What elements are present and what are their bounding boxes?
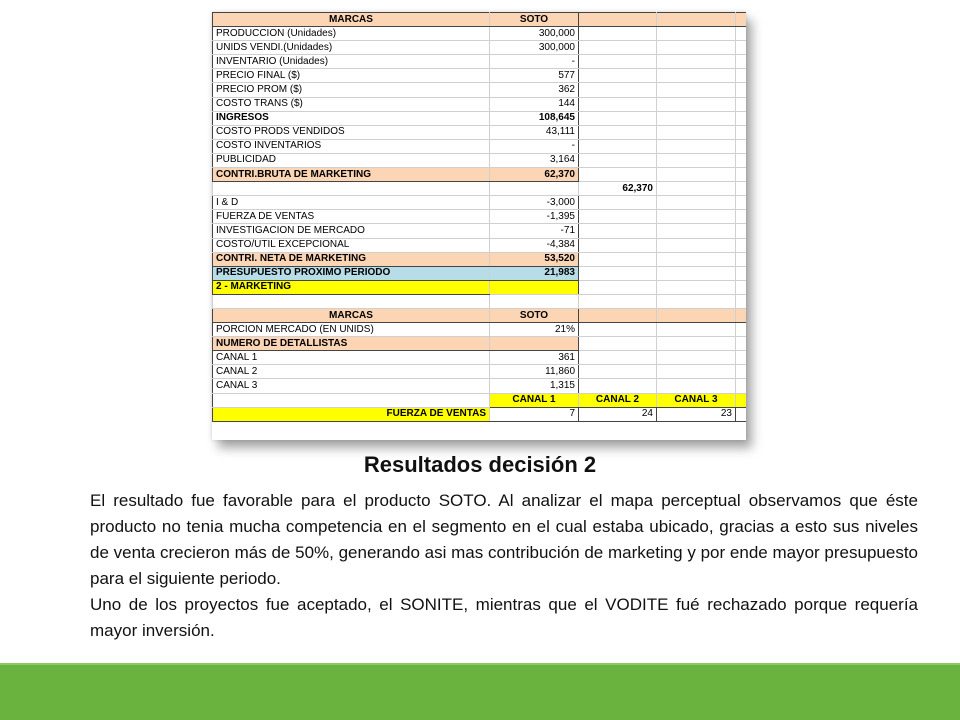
table-cell xyxy=(736,168,747,182)
table-row xyxy=(213,13,747,27)
table-cell xyxy=(736,55,747,69)
table-row xyxy=(213,252,747,266)
canal-header: CANAL 3 xyxy=(657,393,736,407)
row-label: INVENTARIO (Unidades) xyxy=(213,55,490,69)
table-cell xyxy=(657,69,736,83)
table-cell xyxy=(736,323,747,337)
table-cell xyxy=(736,252,747,266)
table-cell xyxy=(736,365,747,379)
table-row xyxy=(213,393,747,407)
table-cell xyxy=(657,266,736,280)
row-value: -71 xyxy=(490,224,579,238)
table-cell xyxy=(657,323,736,337)
row-value: -4,384 xyxy=(490,238,579,252)
table-cell xyxy=(657,351,736,365)
table-row xyxy=(213,83,747,97)
row-value: SOTO xyxy=(490,308,579,322)
table-cell xyxy=(579,351,657,365)
table-row xyxy=(213,196,747,210)
table-row xyxy=(213,379,747,393)
table-cell xyxy=(736,111,747,125)
row-label: COSTO PRODS VENDIDOS xyxy=(213,125,490,139)
row-value xyxy=(490,294,579,308)
table-cell xyxy=(579,55,657,69)
slide-body xyxy=(90,488,918,644)
table-row xyxy=(213,365,747,379)
row-label: CONTRI. NETA DE MARKETING xyxy=(213,252,490,266)
row-value: 144 xyxy=(490,97,579,111)
row-label: 2 - MARKETING xyxy=(213,280,490,294)
table-cell xyxy=(657,13,736,27)
row-value xyxy=(490,280,579,294)
row-label: PUBLICIDAD xyxy=(213,153,490,167)
row-label: MARCAS xyxy=(213,308,490,322)
table-cell xyxy=(657,125,736,139)
table-cell xyxy=(736,83,747,97)
table-row xyxy=(213,210,747,224)
table-cell xyxy=(657,97,736,111)
row-value: 21% xyxy=(490,323,579,337)
table-row xyxy=(213,55,747,69)
table-row xyxy=(213,69,747,83)
row-value: 108,645 xyxy=(490,111,579,125)
table-cell xyxy=(579,168,657,182)
table-cell xyxy=(736,337,747,351)
table-cell xyxy=(579,280,657,294)
row-value: -1,395 xyxy=(490,210,579,224)
table-cell xyxy=(657,308,736,322)
row-label: CONTRI.BRUTA DE MARKETING xyxy=(213,168,490,182)
table-row xyxy=(213,280,747,294)
row-label: I & D xyxy=(213,196,490,210)
table-cell xyxy=(657,27,736,41)
table-cell xyxy=(657,41,736,55)
table-cell xyxy=(579,224,657,238)
fuerza-value: 7 xyxy=(490,407,579,421)
table-row xyxy=(213,27,747,41)
table-cell xyxy=(579,238,657,252)
table-cell xyxy=(657,224,736,238)
table-cell xyxy=(579,337,657,351)
table-cell xyxy=(579,266,657,280)
table-cell xyxy=(579,379,657,393)
row-label: CANAL 1 xyxy=(213,351,490,365)
row-label xyxy=(213,294,490,308)
table-cell xyxy=(579,210,657,224)
row-label xyxy=(213,182,490,196)
table-cell xyxy=(736,196,747,210)
table-cell xyxy=(736,379,747,393)
row-label: COSTO TRANS ($) xyxy=(213,97,490,111)
table-cell xyxy=(657,280,736,294)
results-table xyxy=(212,12,746,422)
table-row xyxy=(213,224,747,238)
table-cell xyxy=(657,379,736,393)
table-cell xyxy=(736,280,747,294)
table-cell xyxy=(579,139,657,153)
table-cell xyxy=(657,238,736,252)
table-cell xyxy=(579,41,657,55)
row-label: CANAL 2 xyxy=(213,365,490,379)
row-value: 43,111 xyxy=(490,125,579,139)
fuerza-value: 23 xyxy=(657,407,736,421)
row-label: UNIDS VENDI.(Unidades) xyxy=(213,41,490,55)
fuerza-label: FUERZA DE VENTAS xyxy=(213,407,490,421)
row-value: 3,164 xyxy=(490,153,579,167)
table-cell xyxy=(657,139,736,153)
row-label: PRESUPUESTO PROXIMO PERIODO xyxy=(213,266,490,280)
table-row xyxy=(213,139,747,153)
table-row xyxy=(213,407,747,421)
table-cell xyxy=(736,139,747,153)
row-label: COSTO INVENTARIOS xyxy=(213,139,490,153)
row-label: CANAL 3 xyxy=(213,379,490,393)
row-value xyxy=(490,182,579,196)
row-label: FUERZA DE VENTAS xyxy=(213,210,490,224)
table-cell xyxy=(736,308,747,322)
table-cell xyxy=(579,97,657,111)
table-cell xyxy=(657,252,736,266)
row-value: 361 xyxy=(490,351,579,365)
fuerza-value: 24 xyxy=(579,407,657,421)
table-cell xyxy=(736,27,747,41)
table-cell xyxy=(579,13,657,27)
canal-header: CANAL 2 xyxy=(579,393,657,407)
row-value: 11,860 xyxy=(490,365,579,379)
canal-header: CANAL 1 xyxy=(490,393,579,407)
row-label: COSTO/UTIL EXCEPCIONAL xyxy=(213,238,490,252)
row-extra-value: 62,370 xyxy=(579,182,657,196)
table-row xyxy=(213,308,747,322)
row-value: 577 xyxy=(490,69,579,83)
table-cell xyxy=(657,111,736,125)
row-label: MARCAS xyxy=(213,13,490,27)
row-value: SOTO xyxy=(490,13,579,27)
table-cell xyxy=(736,125,747,139)
table-row xyxy=(213,294,747,308)
table-cell xyxy=(579,125,657,139)
table-cell xyxy=(736,13,747,27)
row-value: 300,000 xyxy=(490,41,579,55)
table-cell xyxy=(736,238,747,252)
table-cell xyxy=(579,365,657,379)
table-cell xyxy=(579,83,657,97)
table-row xyxy=(213,351,747,365)
table-cell xyxy=(579,308,657,322)
table-row xyxy=(213,41,747,55)
table-cell xyxy=(657,365,736,379)
table-row xyxy=(213,125,747,139)
table-cell xyxy=(657,55,736,69)
table-cell xyxy=(579,27,657,41)
table-cell xyxy=(579,252,657,266)
table-cell xyxy=(736,266,747,280)
table-cell xyxy=(736,294,747,308)
row-label: PRODUCCION (Unidades) xyxy=(213,27,490,41)
table-cell xyxy=(736,210,747,224)
row-value: 21,983 xyxy=(490,266,579,280)
table-row xyxy=(213,266,747,280)
row-value: - xyxy=(490,139,579,153)
table-cell xyxy=(657,83,736,97)
footer-bar xyxy=(0,665,960,720)
table-cell xyxy=(213,393,490,407)
row-label: PORCION MERCADO (EN UNIDS) xyxy=(213,323,490,337)
table-row xyxy=(213,182,747,196)
row-value: 300,000 xyxy=(490,27,579,41)
table-cell xyxy=(736,393,747,407)
table-cell xyxy=(657,294,736,308)
row-label: INGRESOS xyxy=(213,111,490,125)
table-row xyxy=(213,111,747,125)
paragraph-1: El resultado fue favorable para el producto SOTO. Al analizar el mapa perceptual observamos que éste producto no tenia mucha competencia en el segmento en el cual estaba ubicado, gracias a esto sus niveles de venta crecieron más de 50%, generando asi mas contribución de marketing y por ende mayor presupuesto para el siguiente periodo. xyxy=(90,491,918,588)
table-cell xyxy=(657,153,736,167)
table-cell xyxy=(579,69,657,83)
table-cell xyxy=(657,168,736,182)
row-value: 362 xyxy=(490,83,579,97)
table-row xyxy=(213,97,747,111)
row-value: -3,000 xyxy=(490,196,579,210)
table-cell xyxy=(736,351,747,365)
table-cell xyxy=(657,337,736,351)
table-cell xyxy=(736,69,747,83)
table-cell xyxy=(736,407,747,421)
table-row xyxy=(213,153,747,167)
table-cell xyxy=(657,182,736,196)
table-cell xyxy=(736,41,747,55)
row-value xyxy=(490,337,579,351)
row-value: 53,520 xyxy=(490,252,579,266)
row-value: - xyxy=(490,55,579,69)
table-cell xyxy=(579,323,657,337)
table-cell xyxy=(736,224,747,238)
slide-title: Resultados decisión 2 xyxy=(363,452,597,477)
table-row xyxy=(213,238,747,252)
table-row xyxy=(213,323,747,337)
table-row xyxy=(213,168,747,182)
table-row xyxy=(213,337,747,351)
table-cell xyxy=(736,153,747,167)
table-cell xyxy=(579,294,657,308)
table-cell xyxy=(579,111,657,125)
row-value: 1,315 xyxy=(490,379,579,393)
spreadsheet-image xyxy=(212,12,746,440)
row-label: NUMERO DE DETALLISTAS xyxy=(213,337,490,351)
row-label: INVESTIGACION DE MERCADO xyxy=(213,224,490,238)
row-label: PRECIO PROM ($) xyxy=(213,83,490,97)
table-cell xyxy=(579,153,657,167)
table-cell xyxy=(736,97,747,111)
table-cell xyxy=(657,210,736,224)
table-cell xyxy=(579,196,657,210)
table-cell xyxy=(736,182,747,196)
row-label: PRECIO FINAL ($) xyxy=(213,69,490,83)
table-cell xyxy=(657,196,736,210)
paragraph-2: Uno de los proyectos fue aceptado, el SONITE, mientras que el VODITE fué rechazado porque requería mayor inversión. xyxy=(90,595,918,640)
row-value: 62,370 xyxy=(490,168,579,182)
